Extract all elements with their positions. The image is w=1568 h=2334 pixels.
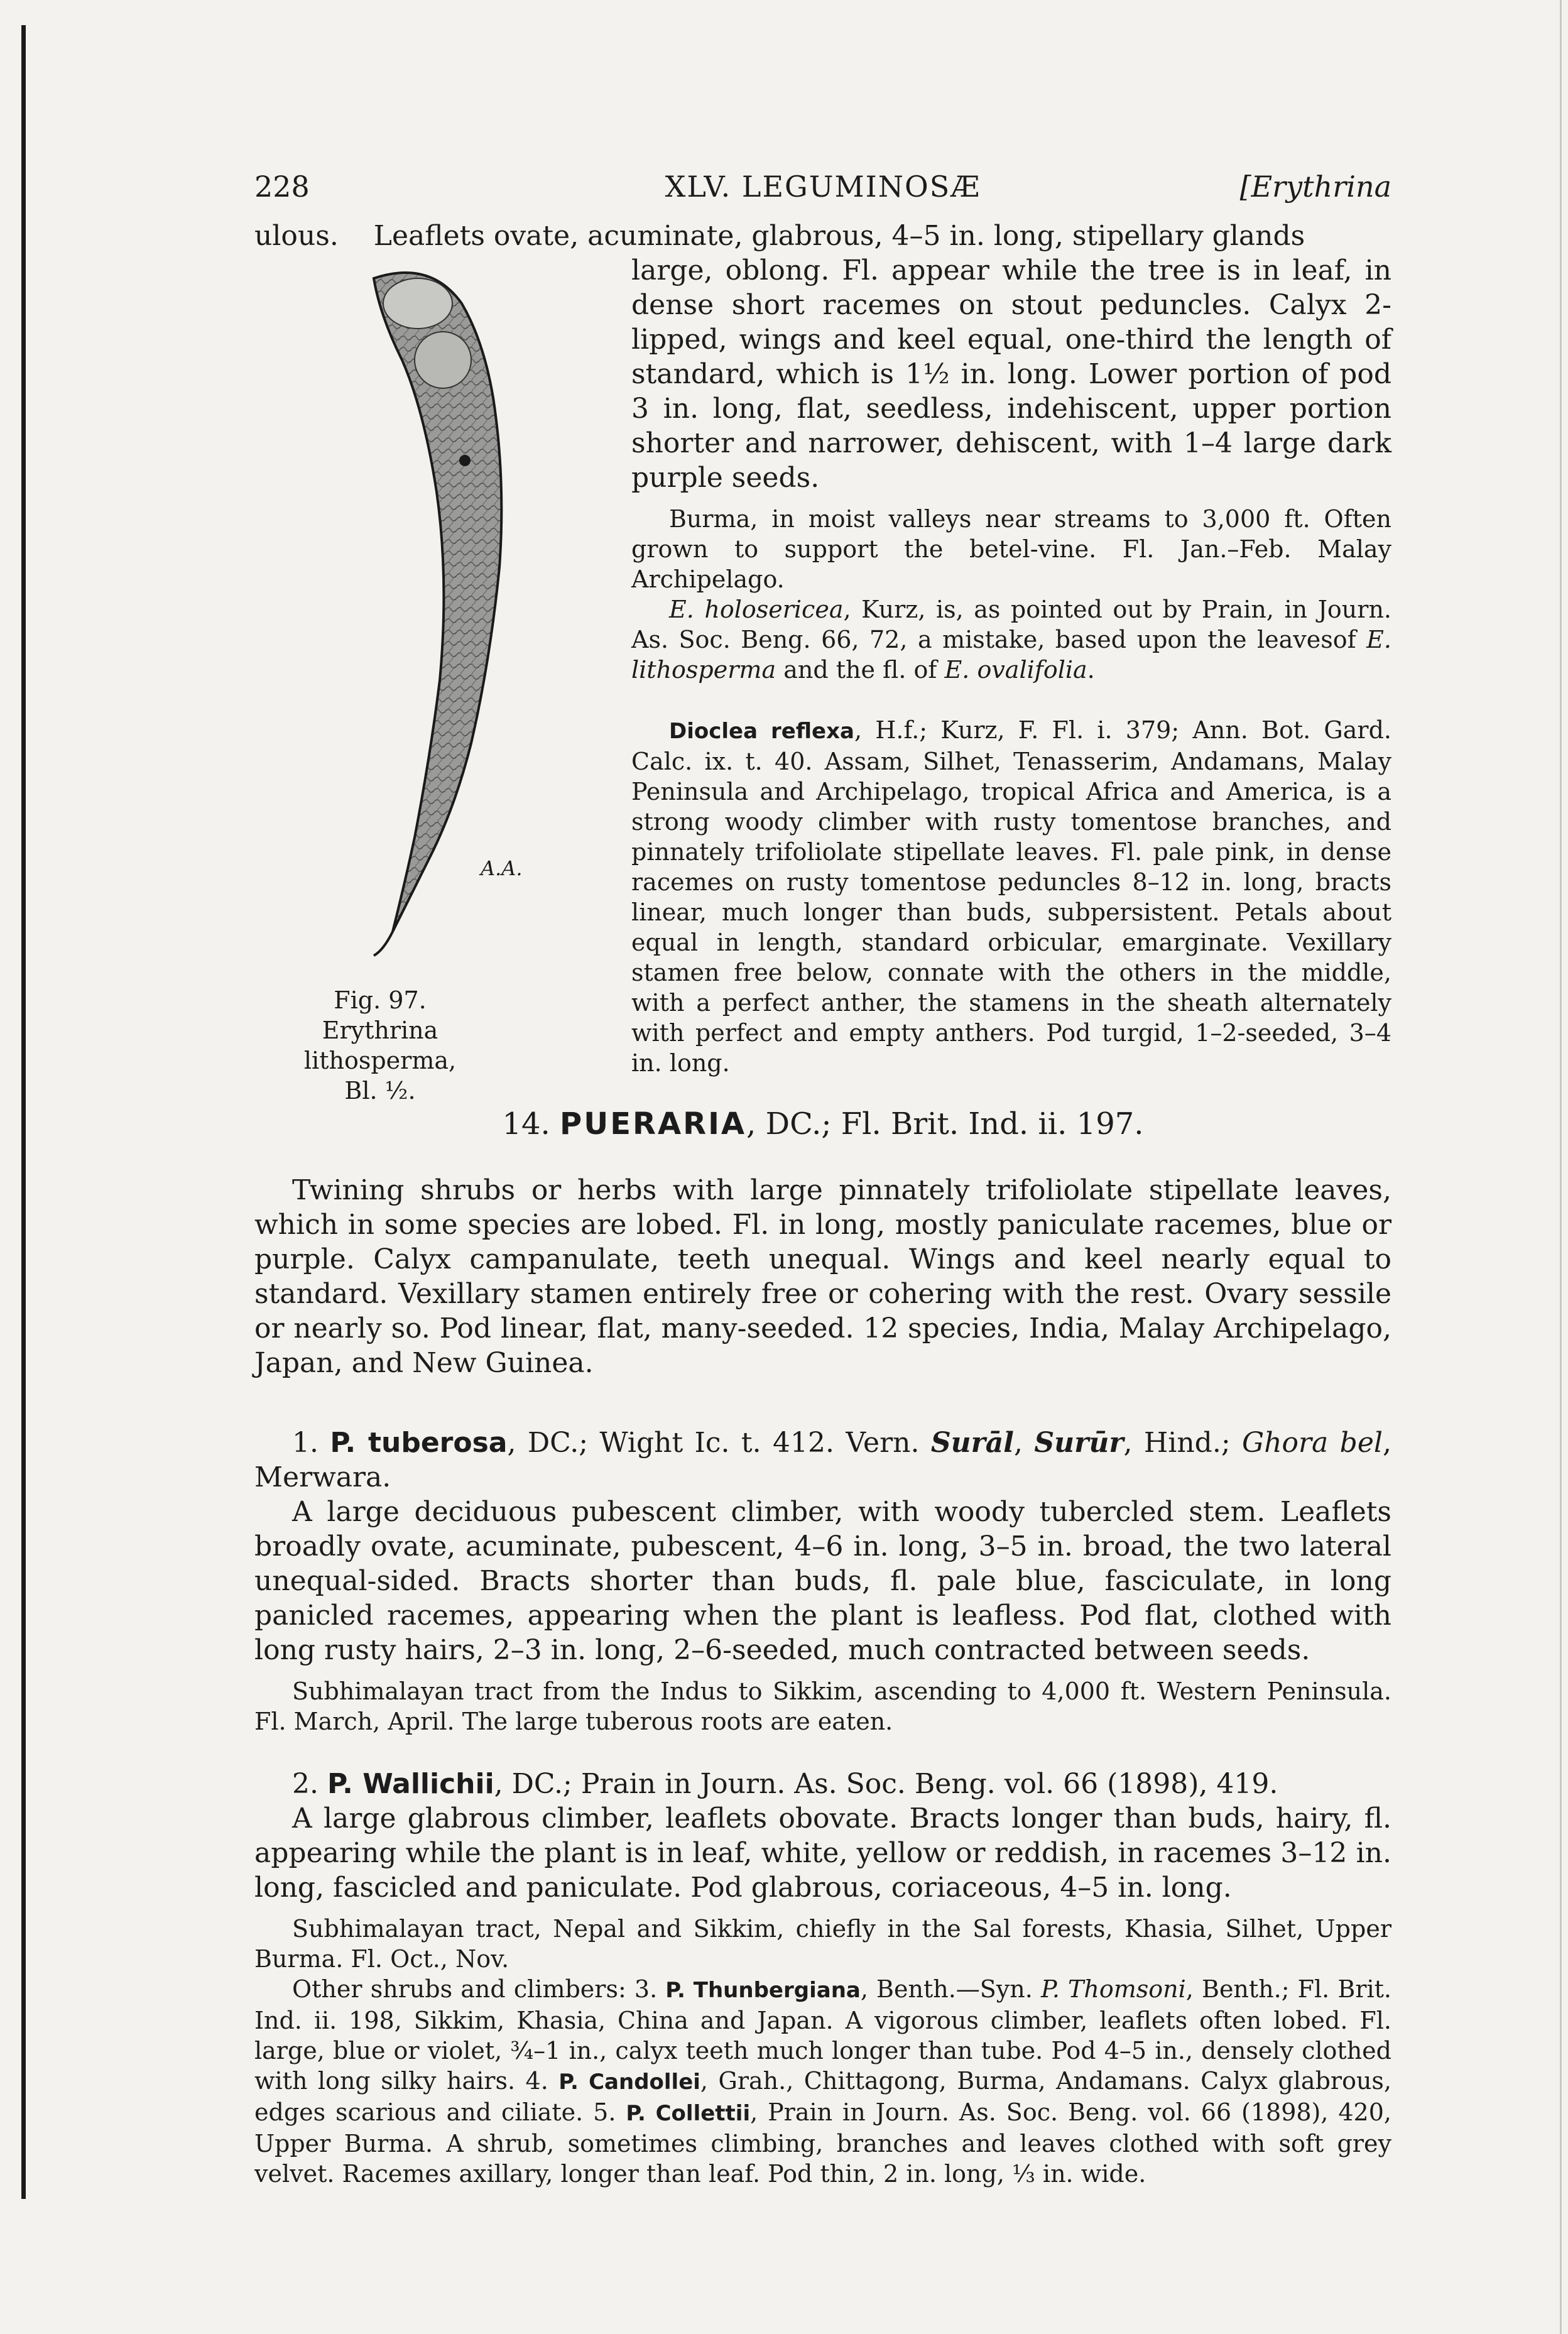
species-2-number: 2. — [292, 1768, 318, 1800]
species-1-place: , Merwara. — [254, 1427, 1391, 1493]
intro-lead-rest: Leaflets ovate, acuminate, glabrous, 4–5 in. long, stipellary glands — [373, 220, 1305, 252]
species-1-citation: , DC.; Wight Ic. t. 412. Vern. — [507, 1427, 931, 1459]
candollei-name: P. Candollei — [558, 2070, 700, 2095]
scan-edge — [21, 25, 26, 2199]
holosericea-text-2: and the fl. of — [776, 656, 945, 684]
collettii-name: P. Collettii — [626, 2101, 751, 2126]
genus-heading — [254, 1105, 1391, 1143]
species-1-number: 1. — [292, 1427, 318, 1459]
holosericea-name: E. holosericea — [669, 596, 844, 623]
vernacular-2: Surūr — [1034, 1427, 1124, 1459]
seed-mark — [459, 455, 471, 466]
genus-number: 14. — [502, 1106, 550, 1142]
scan-edge-right — [1560, 0, 1562, 2334]
page-number: 228 — [254, 170, 310, 204]
seed-pod-illustration — [355, 253, 562, 957]
figure-97 — [254, 253, 631, 1104]
figure-label: Fig. 97. — [334, 986, 427, 1014]
seed-bulge-2 — [415, 332, 471, 388]
holosericea-note — [631, 594, 1391, 685]
lithosperma-name: E. lithosperma — [631, 626, 1391, 684]
intro-lead — [254, 219, 1391, 253]
figure-scale: Bl. ½. — [344, 1077, 416, 1104]
species-2-heading — [254, 1767, 1391, 1801]
species-2-distribution: Subhimalayan tract, Nepal and Sikkim, chiefly in the Sal forests, Khasia, Silhet, Upper Burma. Fl. Oct., Nov. — [254, 1915, 1391, 1973]
dioclea-name: Dioclea reflexa — [669, 719, 854, 744]
species-1-hind: , Hind.; — [1123, 1427, 1231, 1459]
dioclea-paragraph — [631, 715, 1391, 1078]
right-text-column — [631, 253, 1391, 1078]
species-2-name: P. Wallichii — [327, 1768, 494, 1800]
holosericea-text-3: . — [1087, 656, 1095, 684]
vernacular-1: Surāl — [930, 1427, 1015, 1459]
figure-species: Erythrina lithosperma, — [303, 1017, 457, 1074]
running-head: [Erythrina — [1239, 170, 1391, 204]
ovalifolia-name: E. ovalifolia — [944, 656, 1087, 684]
illustrator-initials: A.A. — [481, 856, 523, 880]
intro-lead-start: ulous. — [254, 220, 339, 252]
page-header — [254, 170, 1391, 214]
species-2-description: A large glabrous climber, leaflets obovate. Bracts longer than buds, hairy, fl. appearing while the plant is in leaf, white, yellow or reddish, in racemes 3–12 in. long, fascicled and paniculate. Pod glabrous, coriaceous, 4–5 in. long. — [254, 1802, 1391, 1904]
book-page — [254, 170, 1391, 2189]
genus-author: , DC.; Fl. Brit. Ind. ii. 197. — [746, 1106, 1144, 1142]
species-1-description: A large deciduous pubescent climber, with woody tubercled stem. Leaflets broadly ovate, acuminate, pubescent, 4–6 in. long, 3–5 in. broad, the two lateral unequal-sided. Bracts shorter than buds, fl. pale blue, fasciculate, in long panicled racemes, appearing when the plant is leafless. Pod flat, clothed with long rusty hairs, 2–3 in. long, 2–6-seeded, much contracted between seeds. — [254, 1496, 1391, 1666]
seed-bulge-1 — [383, 278, 452, 329]
species-1-heading: 1. P. tuberosa, DC.; Wight Ic. t. 412. Vern. Surāl, Surūr, Hind.; Ghora bel, Merwara. — [254, 1427, 1391, 1493]
dioclea-text: , H.f.; Kurz, F. Fl. i. 379; Ann. Bot. Gard. Calc. ix. t. 40. Assam, Silhet, Tenasserim, Andamans, Malay Peninsula and Archipelago, tropical Africa and America, is a strong woody climber with rusty tomentose branches, and pinnately trifoliolate stipellate leaves. Fl. pale pink, in dense racemes on rusty tomentose peduncles 8–12 in. long, bracts linear, much longer than buds, subpersistent. Petals about equal in length, standard orbicular, emarginate. Vexillary stamen free below, connate with the others in the middle, with a perfect anther, the stamens in the sheath alternately with perfect and empty anthers. Pod turgid, 1–2-seeded, 3–4 in. long. — [631, 716, 1391, 1077]
figure-and-text — [254, 253, 1392, 1104]
species-1-distribution: Subhimalayan tract from the Indus to Sikkim, ascending to 4,000 ft. Western Peninsula. Fl. March, April. The large tuberous roots are eaten. — [254, 1677, 1391, 1735]
intro-continuation: large, oblong. Fl. appear while the tree is in leaf, in dense short racemes on stout peduncles. Calyx 2-lipped, wings and keel equal, one-third the length of standard, which is 1½ in. long. Lower portion of pod 3 in. long, flat, seedless, indehiscent, upper portion shorter and narrower, dehiscent, with 1–4 large dark purple seeds. — [631, 254, 1391, 494]
genus-description: Twining shrubs or herbs with large pinnately trifoliolate stipellate leaves, which in some species are lobed. Fl. in long, mostly paniculate racemes, blue or purple. Calyx campanulate, teeth unequal. Wings and keel nearly equal to standard. Vexillary stamen entirely free or cohering with the rest. Ovary sessile or nearly so. Pod linear, flat, many-seeded. 12 species, India, Malay Archipelago, Japan, and New Guinea. — [254, 1174, 1391, 1379]
genus-name: PUERARIA — [560, 1106, 747, 1142]
species-1-name: P. tuberosa — [330, 1427, 508, 1459]
holosericea-text: , Kurz, is, as pointed out by Prain, in Journ. As. Soc. Beng. 66, 72, a mistake, based upon the leavesof — [631, 596, 1392, 653]
thunbergiana-name: P. Thunbergiana — [665, 1978, 861, 2003]
section-title: XLV. LEGUMINOSÆ — [665, 170, 981, 204]
figure-caption — [254, 985, 506, 1106]
thomsoni-name: P. Thomsoni — [1040, 1975, 1186, 2003]
vernacular-3: Ghora bel — [1242, 1427, 1383, 1459]
other-species: Other shrubs and climbers: 3. P. Thunbergiana, Benth.—Syn. P. Thomsoni, Benth.; Fl. Brit. Ind. ii. 198, Sikkim, Khasia, China and Japan. A vigorous climber, leaflets often lobed. Fl. large, blue or violet, ¾–1 in., calyx teeth much longer than tube. Pod 4–5 in., densely clothed with long silky hairs. 4. P. Candollei, Grah., Chittagong, Burma, Andamans. Calyx glabrous, edges scarious and ciliate. 5. P. Collettii, Prain in Journ. As. Soc. Beng. vol. 66 (1898), 420, Upper Burma. A shrub, sometimes climbing, branches and leaves clothed with soft grey velvet. Racemes axillary, longer than leaf. Pod thin, 2 in. long, ⅓ in. wide. — [254, 1975, 1391, 2188]
pod-stalk — [374, 932, 393, 956]
intro-distribution: Burma, in moist valleys near streams to 3,000 ft. Often grown to support the betel-vine. Fl. Jan.–Feb. Malay Archipelago. — [631, 505, 1391, 593]
species-2-citation: , DC.; Prain in Journ. As. Soc. Beng. vol. 66 (1898), 419. — [494, 1768, 1278, 1800]
